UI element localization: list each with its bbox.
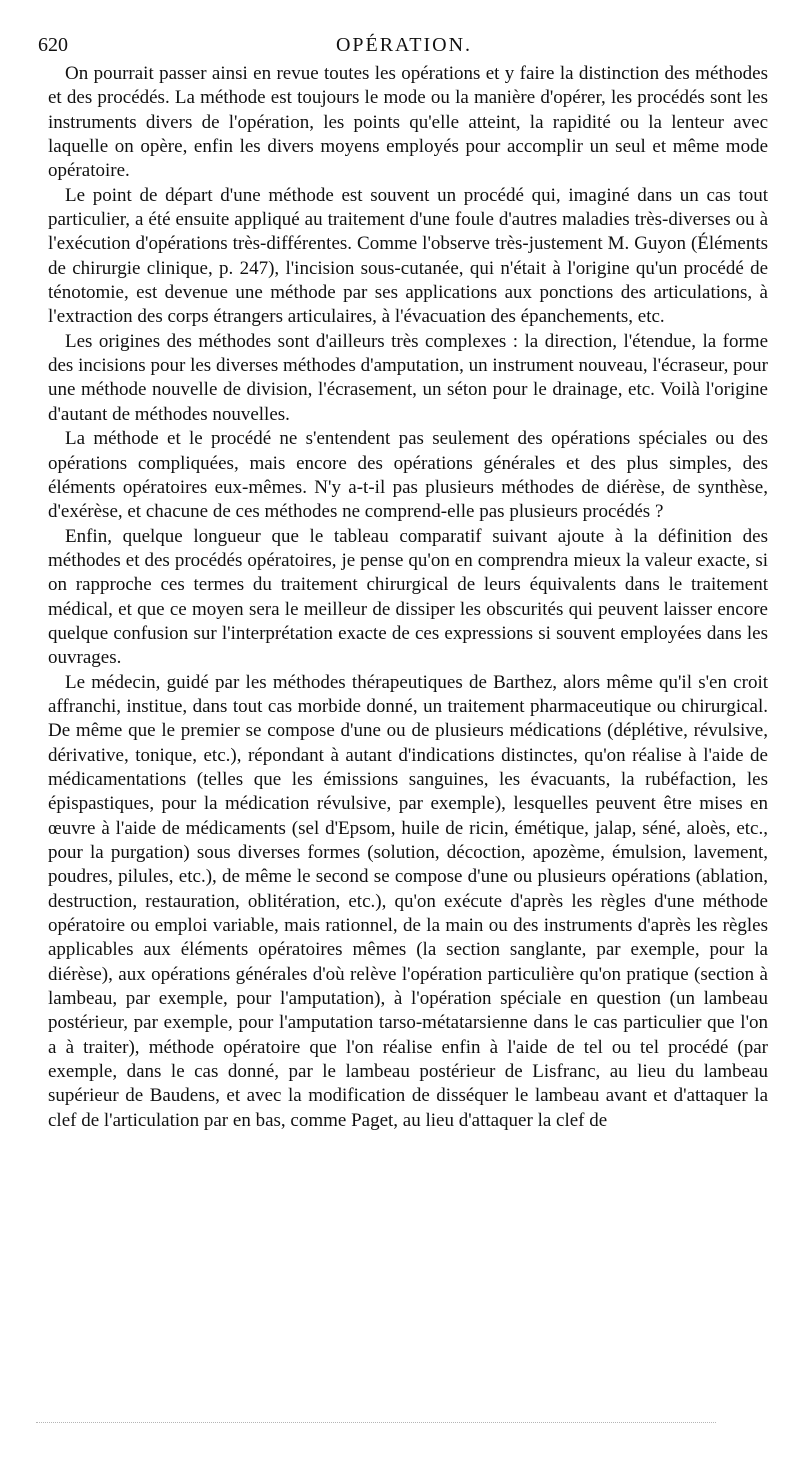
paragraph: Enfin, quelque longueur que le tableau comparatif suivant ajoute à la définition des méthodes et des procédés opératoires, je pense qu'on en comprendra mieux la valeur exacte, si on rapproche ces termes du traitement chirurgical de leurs équivalents dans le traitement médical, et que ce moyen sera le meilleur de dissiper les obscurités qui peuvent laisser encore quelque confusion sur l'interprétation exacte de ces expressions si souvent employées dans les ouvrages. — [48, 525, 768, 669]
paragraph: Le médecin, guidé par les méthodes thérapeutiques de Barthez, alors même qu'il s'en croit affranchi, institue, dans tout cas morbide donné, un traitement pharmaceutique ou chirurgical. De même que le premier se compose d'une ou de plusieurs médications (déplétive, révulsive, dérivative, tonique, etc.), répondant à autant d'indications distinctes, qu'on réalise à l'aide de médicamentations (telles que les émissions sanguines, les évacuants, la rubéfaction, les épispastiques, pour la médication révulsive, par exemple), lesquelles peuvent être mises en œuvre à l'aide de médicaments (sel d'Epsom, huile de ricin, émétique, jalap, séné, aloès, etc., pour la purgation) sous diverses formes (solution, décoction, apozème, émulsion, lavement, poudres, pilules, etc.), de même le second se compose d'une ou plusieurs opérations (ablation, destruction, restauration, oblitération, etc.), qu'on exécute d'après les règles d'une méthode opératoire ou emploi variable, mais rationnel, de la main ou des instruments d'après les règles applicables aux éléments opératoires mêmes (la section sanglante, par exemple, pour la diérèse), aux opérations générales d'où relève l'opération particulière qu'on pratique (section à lambeau, par exemple, pour l'amputation), à l'opération spéciale en question (un lambeau postérieur, par exemple, pour l'amputation tarso-métatarsienne dans le cas particulier que l'on a à traiter), méthode opératoire que l'on réalise enfin à l'aide de tel ou tel procédé (par exemple, dans le cas donné, par le lambeau postérieur de Lisfranc, au lieu du lambeau supérieur de Baudens, et avec la modification de disséquer le lambeau avant et d'attaquer la clef de l'articulation par en bas, comme Paget, au lieu d'attaquer la clef de — [48, 671, 768, 1131]
paragraph: Les origines des méthodes sont d'ailleurs très complexes : la direction, l'étendue, la forme des incisions pour les diverses méthodes d'amputation, un instrument nouveau, l'écraseur, pour une méthode nouvelle de division, l'écrasement, un séton pour le drainage, etc. Voilà l'origine d'autant de méthodes nouvelles. — [48, 330, 768, 425]
page-number: 620 — [38, 34, 68, 56]
footer-rule — [36, 1422, 716, 1423]
running-title: OPÉRATION. — [335, 34, 473, 56]
body-text — [48, 62, 768, 1133]
paragraph: On pourrait passer ainsi en revue toutes les opérations et y faire la distinction des méthodes et des procédés. La méthode est toujours le mode ou la manière d'opérer, les procédés sont les instruments divers de l'opération, les points qu'elle atteint, la rapidité ou la lenteur avec laquelle on opère, enfin les divers moyens employés pour accomplir un seul et même mode opératoire. — [48, 63, 768, 182]
paragraph: Le point de départ d'une méthode est souvent un procédé qui, imaginé dans un cas tout particulier, a été ensuite appliqué au traitement d'une foule d'autres maladies très-diverses ou à l'exécution d'opérations très-différentes. Comme l'observe très-justement M. Guyon (Éléments de chirurgie clinique, p. 247), l'incision sous-cutanée, qui n'était à l'origine qu'un procédé de ténotomie, est devenue une méthode par ses applications aux ponctions des articulations, à l'extraction des corps étrangers articulaires, à l'évacuation des épanchements, etc. — [48, 184, 768, 328]
running-head — [38, 30, 770, 60]
paragraph: La méthode et le procédé ne s'entendent pas seulement des opérations spéciales ou des opérations compliquées, mais encore des opérations générales et des plus simples, des éléments opératoires eux-mêmes. N'y a-t-il pas plusieurs méthodes de diérèse, de synthèse, d'exérèse, et chacune de ces méthodes ne comprend-elle pas plusieurs procédés ? — [48, 428, 768, 523]
